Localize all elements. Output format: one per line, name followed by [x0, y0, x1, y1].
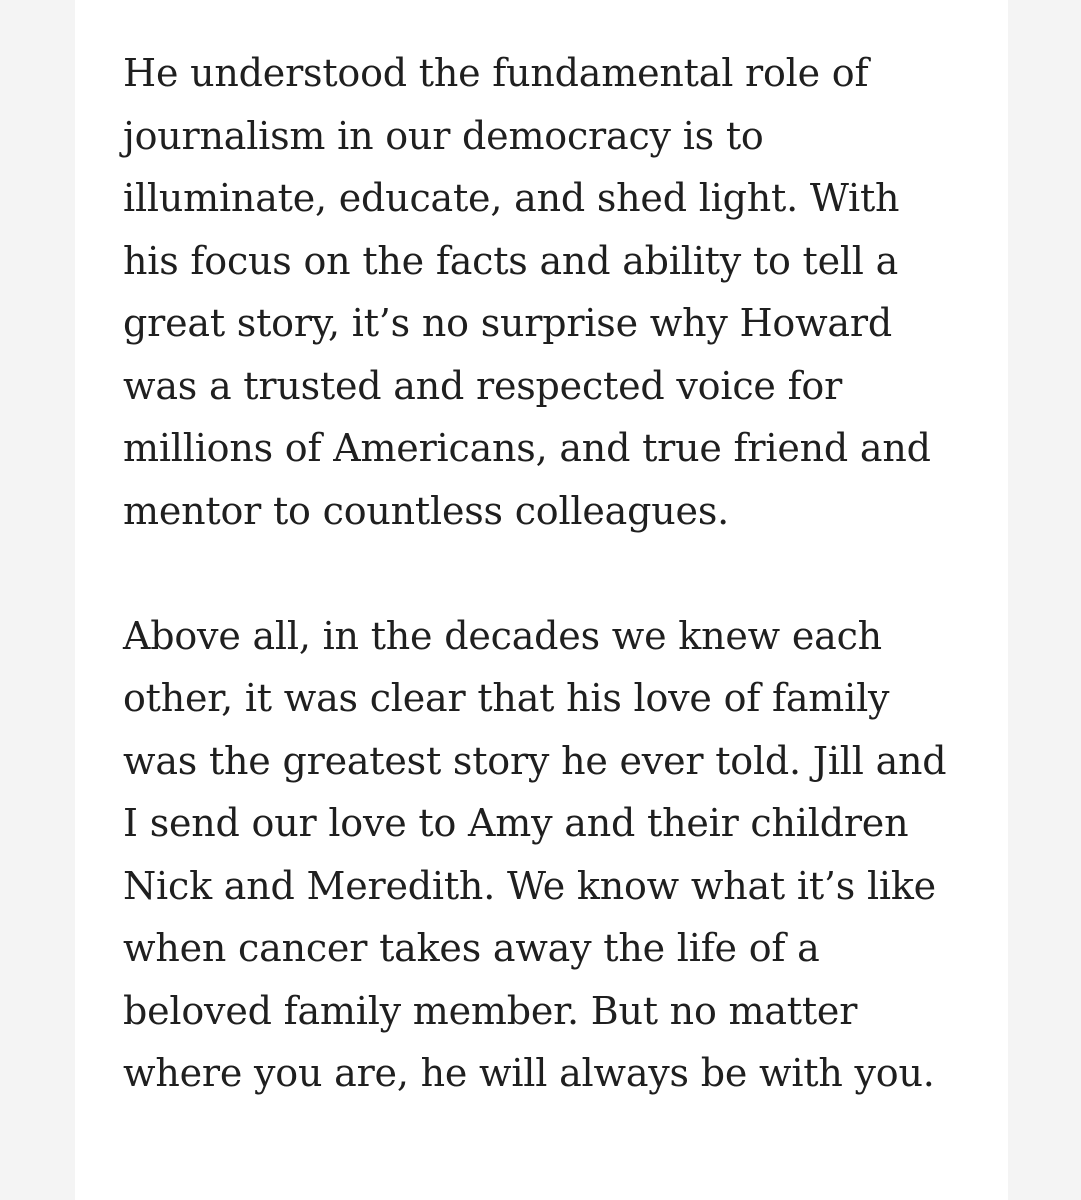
paragraph-line: other, it was clear that his love of family [123, 676, 890, 720]
paragraph-line: when cancer takes away the life of a [123, 926, 820, 970]
paragraph-line: millions of Americans, and true friend and [123, 426, 931, 470]
paragraph-line: was the greatest story he ever told. Jill and [123, 738, 947, 783]
paragraph-line: mentor to countless colleagues. [123, 488, 729, 533]
paragraph-line: He understood the fundamental role of [123, 51, 869, 95]
paragraph-line: Above all, in the decades we knew each [123, 613, 882, 658]
paragraph-line: illuminate, educate, and shed light. With [123, 176, 900, 220]
paragraph-line: beloved family member. But no matter [123, 988, 858, 1033]
article-body [123, 42, 983, 1105]
paragraph-line: where you are, he will always be with you. [123, 1051, 935, 1095]
paragraph-line: I send our love to Amy and their children [123, 801, 909, 845]
paragraph-line: journalism in our democracy is to [123, 113, 764, 158]
paragraph-2 [123, 605, 983, 1105]
paragraph-line: Nick and Meredith. We know what it’s like [123, 863, 936, 908]
paragraph-line: great story, it’s no surprise why Howard [123, 301, 892, 345]
paragraph-1 [123, 42, 983, 542]
paragraph-line: was a trusted and respected voice for [123, 363, 843, 408]
paragraph-line: his focus on the facts and ability to tell a [123, 238, 899, 283]
